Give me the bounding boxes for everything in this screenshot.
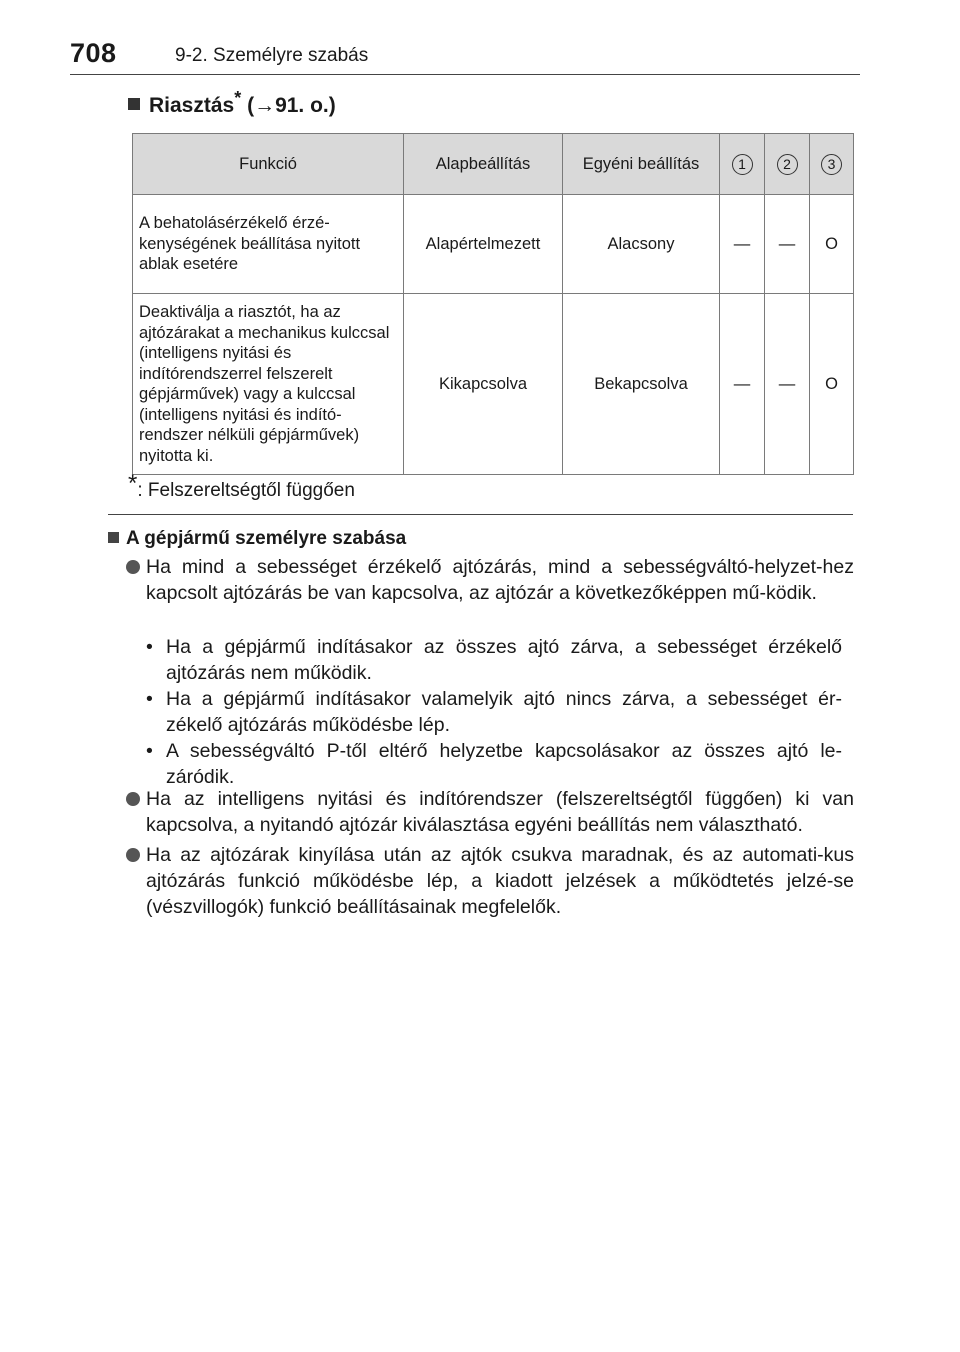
- cell-c2: —: [765, 294, 810, 475]
- cell-c3: O: [810, 294, 854, 475]
- cell-c3: O: [810, 195, 854, 294]
- page-reference: (→91. o.): [247, 94, 336, 117]
- cell-function: A behatolásérzékelő érzé-kenységének beállítása nyitott ablak esetére: [133, 195, 404, 294]
- paragraph-auto-lock-signals: Ha az ajtózárak kinyílása után az ajtók csukva maradnak, és az automati-kus ajtózárás funkció működésbe lép, a kiadott jelzések a működtetés jelzé-se (vészvillogók) funkció beállításainak megfelelők.: [146, 844, 854, 918]
- list-item: [146, 738, 854, 790]
- square-bullet-icon: [128, 98, 140, 110]
- paragraph-smart-entry: Ha az intelligens nyitási és indítórendszer (felszereltségtől függően) ki van kapcsolva, a nyitandó ajtózár kiválasztása egyéni beállítás nem választható.: [146, 788, 854, 836]
- alarm-heading: [128, 88, 336, 118]
- column-header-function: Funkció: [133, 134, 404, 195]
- list-item: [146, 634, 854, 686]
- cell-default: Alapértelmezett: [404, 195, 563, 294]
- customization-heading-text: A gépjármű személyre szabása: [126, 528, 407, 549]
- square-bullet-icon: [108, 532, 119, 543]
- round-bullet-icon: [126, 792, 140, 806]
- table-row: [133, 195, 854, 294]
- alarm-settings-table: [132, 133, 854, 475]
- page-header: [70, 38, 860, 74]
- circled-number-1: 1: [732, 154, 753, 175]
- list-item-text: Ha a gépjármű indításakor az összes ajtó zárva, a sebességet érzékelő ajtózárás nem működik.: [166, 636, 842, 684]
- page-number: 708: [70, 38, 117, 68]
- circled-number-2: 2: [777, 154, 798, 175]
- footnote-asterisk: *: [128, 470, 138, 497]
- column-header-1: [720, 134, 765, 195]
- bullet-mark: •: [146, 688, 153, 710]
- cell-c1: —: [720, 294, 765, 475]
- section-title: 9-2. Személyre szabás: [175, 45, 369, 66]
- circled-number-3: 3: [821, 154, 842, 175]
- bullet-mark: •: [146, 636, 153, 658]
- column-header-default: Alapbeállítás: [404, 134, 563, 195]
- footnote-text: : Felszereltségtől függően: [137, 480, 355, 501]
- column-header-3: [810, 134, 854, 195]
- paragraph-lock-operation: Ha mind a sebességet érzékelő ajtózárás, mind a sebességváltó-helyzet-hez kapcsolt ajtózárás be van kapcsolva, az ajtózár a következőképpen mű-ködik.: [146, 556, 854, 604]
- cell-c1: —: [720, 195, 765, 294]
- list-item-text: Ha a gépjármű indításakor valamelyik ajtó nincs zárva, a sebességet ér-zékelő ajtózárás működésbe lép.: [166, 688, 842, 736]
- column-header-2: [765, 134, 810, 195]
- list-item: [146, 686, 854, 738]
- header-divider: [70, 74, 860, 75]
- asterisk-mark: *: [234, 88, 242, 108]
- section-divider: [108, 514, 853, 515]
- customization-heading: [108, 528, 406, 550]
- column-header-custom: Egyéni beállítás: [563, 134, 720, 195]
- cell-custom: Alacsony: [563, 195, 720, 294]
- round-bullet-icon: [126, 560, 140, 574]
- table-header-row: [133, 134, 854, 195]
- alarm-heading-text: Riasztás: [149, 94, 235, 117]
- cell-c2: —: [765, 195, 810, 294]
- cell-function: Deaktiválja a riasztót, ha az ajtózárakat a mechanikus kulccsal (intelligens nyitási és indítórendszerrel felszerelt gépjárművek) vagy a kulccsal (intelligens nyitási és indító-rendszer nélküli gépjárművek) nyitotta ki.: [133, 294, 404, 475]
- list-item-text: A sebességváltó P-től eltérő helyzetbe kapcsolásakor az összes ajtó le-záródik.: [166, 740, 842, 788]
- table-row: [133, 294, 854, 475]
- bullet-mark: •: [146, 740, 153, 762]
- footnote: [128, 470, 355, 502]
- cell-default: Kikapcsolva: [404, 294, 563, 475]
- cell-custom: Bekapcsolva: [563, 294, 720, 475]
- round-bullet-icon: [126, 848, 140, 862]
